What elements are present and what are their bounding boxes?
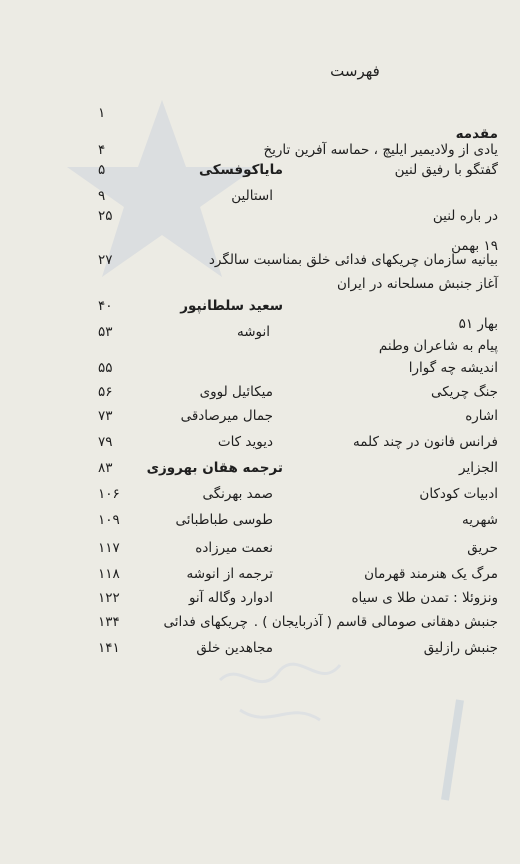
toc-entry [10, 360, 498, 382]
entry-title: شهریه [462, 512, 498, 528]
toc-entry [10, 486, 498, 508]
entry-author: میکائیل لووی [199, 384, 273, 400]
toc-entry [10, 540, 498, 562]
entry-title: یادی از ولادیمیر ایلیچ ، حماسه آفرین تاریخ [263, 142, 498, 158]
page-number: ۱۰۹ [98, 512, 120, 528]
entry-title: اشاره [465, 408, 498, 424]
entry-author: طوسی طباطبائی [175, 512, 273, 528]
toc-entry [10, 460, 498, 482]
entry-title: مرگ یک هنرمند قهرمان [364, 566, 498, 582]
toc-entry [10, 276, 498, 298]
toc-entry [10, 512, 498, 534]
entry-author: مجاهدین خلق [196, 640, 273, 656]
page-number: ۷۹ [98, 434, 113, 450]
entry-title: جنبش دهقانی صومالی قاسم ( آذربایجان ) . [253, 614, 498, 630]
page-number: ۵ [98, 162, 106, 178]
entry-author: نعمت میرزاده [195, 540, 273, 556]
page-number: ۱۱۸ [98, 566, 120, 582]
page-number: ۷۳ [98, 408, 113, 424]
entry-title: اندیشه چه گوارا [408, 360, 498, 376]
entry-title: ادبیات کودکان [419, 486, 498, 502]
page-number: ۱ [98, 105, 106, 121]
toc-entry [10, 162, 498, 184]
toc-entry [10, 384, 498, 406]
entry-title: فرانس فانون در چند کلمه [353, 434, 498, 450]
entry-title: بیانیه سازمان چریکهای فدائی خلق بمناسبت سالگرد [208, 252, 498, 268]
page-number: ۵۶ [98, 384, 113, 400]
page-number: ۵۵ [98, 360, 113, 376]
toc-entry [10, 208, 498, 230]
page-number: ۴ [98, 142, 106, 158]
toc-entry [10, 614, 498, 636]
page-number: ۹ [98, 188, 106, 204]
toc-entry [10, 338, 498, 360]
toc-entry [10, 590, 498, 612]
entry-title: ۱۹ بهمن [451, 238, 498, 254]
entry-author: انوشه [236, 324, 270, 340]
page-number: ۱۳۴ [98, 614, 120, 630]
entry-title: الجزایر [459, 460, 498, 476]
toc-entry [10, 640, 498, 662]
entry-author: ترجمه هقان بهروزی [146, 460, 283, 476]
entry-author: چریکهای فدائی [163, 614, 248, 630]
toc-entry [10, 142, 498, 164]
toc-entry [10, 188, 498, 210]
page-number: ۱۱۷ [98, 540, 120, 556]
entry-author: ادوارد وگاله آنو [188, 590, 273, 606]
entry-title: آغاز جنبش مسلحانه در ایران [336, 276, 498, 292]
entry-title: جنبش رازلیق [423, 640, 498, 656]
toc-entry [10, 408, 498, 430]
entry-title: بهار ۵۱ [458, 316, 498, 332]
entry-author: استالین [231, 188, 273, 204]
entry-title: ونزوئلا : تمدن طلا ی سیاه [351, 590, 498, 606]
toc-entry [10, 252, 498, 274]
page-number: ۱۰۶ [98, 486, 120, 502]
page-number: ۲۵ [98, 208, 113, 224]
entry-title: گفتگو با رفیق لنین [394, 162, 498, 178]
toc-entry [10, 434, 498, 456]
toc-entry [10, 566, 498, 588]
entry-title: در باره لنین [432, 208, 498, 224]
faint-scribble [200, 640, 500, 840]
entry-title: حریق [467, 540, 498, 556]
entry-author: صمد بهرنگی [202, 486, 273, 502]
page-number: ۱۲۲ [98, 590, 120, 606]
page-number: ۲۷ [98, 252, 113, 268]
entry-title: مقدمه [455, 126, 498, 142]
entry-author: سعید سلطانپور [180, 298, 283, 314]
entry-title: جنگ چریکی [430, 384, 498, 400]
entry-author: دیوید کات [217, 434, 273, 450]
page-number: ۸۳ [98, 460, 113, 476]
page-number: ۴۰ [98, 298, 113, 314]
toc-entry [10, 105, 498, 127]
entry-author: ترجمه از انوشه [186, 566, 273, 582]
page-number: ۱۴۱ [98, 640, 120, 656]
entry-title: پیام به شاعران وطنم [378, 338, 498, 354]
entry-author: جمال میرصادقی [180, 408, 273, 424]
page-title: فهرست [330, 62, 380, 80]
page-number: ۵۳ [98, 324, 113, 340]
entry-author: مایاکوفسکی [199, 162, 283, 178]
